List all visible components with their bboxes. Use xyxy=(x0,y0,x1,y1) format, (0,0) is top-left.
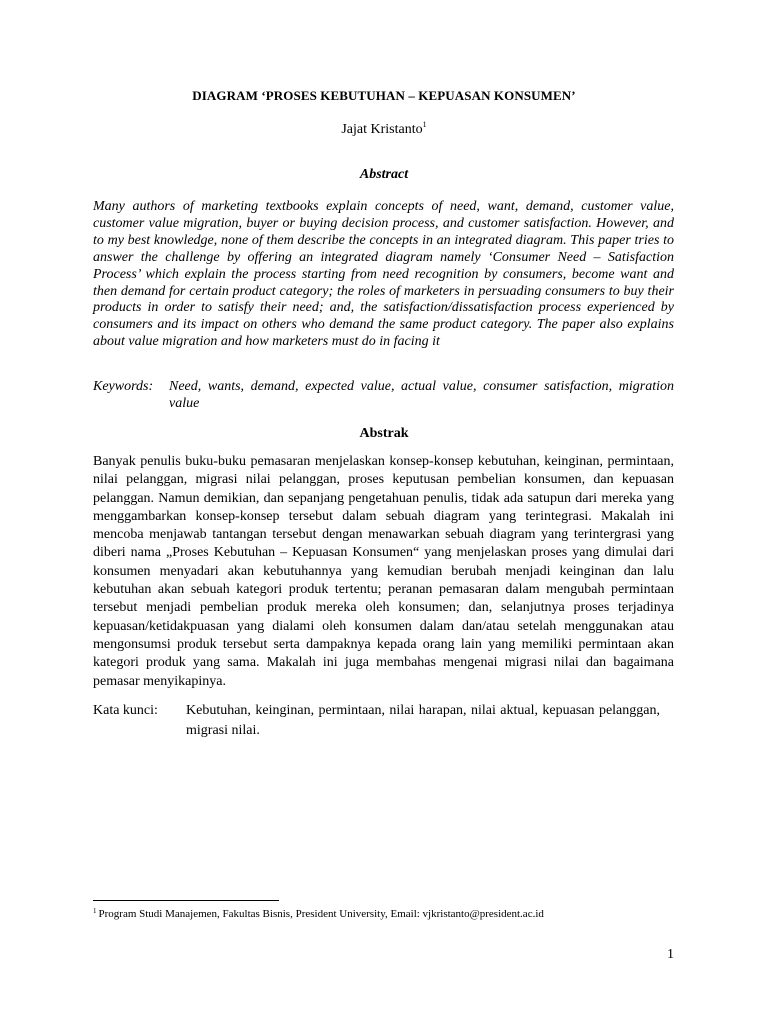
footnote-divider xyxy=(93,900,279,901)
keywords-text: Need, wants, demand, expected value, actual value, consumer satisfaction, migration value xyxy=(169,379,674,411)
abstract-body: Many authors of marketing textbooks explain concepts of need, want, demand, customer value, customer value migration, buyer or buying decision process, and customer satisfaction. However, and to my best knowledge, none of them describe the concepts in an integrated diagram. This paper tries to answer the challenge by offering an integrated diagram namely ‘Consumer Need – Satisfaction Process’ which explain the process starting from need recognition by consumers, become want and then demand for certain product category; the roles of marketers in persuading consumers to buy their products in order to satisfy their need; and, the satisfaction/dissatisfaction process experienced by consumers and its impact on others who demand the same product category. The paper also explains about value migration and how marketers must do in facing it xyxy=(93,199,674,350)
author-footnote-mark[interactable]: 1 xyxy=(422,120,427,129)
footnote-mark: 1 xyxy=(93,907,97,915)
keywords-label: Keywords: xyxy=(93,379,154,394)
author-name: Jajat Kristanto xyxy=(341,122,423,137)
footnote xyxy=(93,904,713,921)
abstrak-heading: Abstrak xyxy=(359,426,409,441)
abstract-heading: Abstract xyxy=(359,167,409,182)
kata-kunci-text: Kebutuhan, keinginan, permintaan, nilai harapan, nilai aktual, kepuasan pelanggan, migrasi nilai. xyxy=(186,703,660,738)
paper-title: DIAGRAM ‘PROSES KEBUTUHAN – KEPUASAN KONSUMEN’ xyxy=(192,88,576,103)
author-line xyxy=(0,120,768,138)
abstrak-body: Banyak penulis buku-buku pemasaran menjelaskan konsep-konsep kebutuhan, keinginan, permintaan, nilai pelanggan, migrasi nilai pelanggan, proses keputusan pembelian konsumen, dan kepuasan pelanggan. Namun demikian, dan sepanjang pengetahuan penulis, tidak ada satupun dari mereka yang menggambarkan konsep-konsep tersebut dalam sebuah diagram yang terintegrasi. Makalah ini mencoba menjawab tantangan tersebut dengan menawarkan sebuah diagram yang terintergrasi yang diberi nama „Proses Kebutuhan – Kepuasan Konsumen“ yang menjelaskan proses yang dimulai dari konsumen menyadari akan kebutuhannya yang kemudian berubah menjadi keinginan dan lalu kebutuhan akan sebuah kategori produk tertentu; peranan pemasaran dalam mengubah permintaan tersebut menjadi pembelian produk mereka oleh konsumen; dan, selanjutnya proses terjadinya kepuasan/ketidakpuasan yang dialami oleh konsumen dalam dan/atau setelah menggunakan atau mengonsumsi produk tersebut serta dampaknya kepada orang lain yang memiliki permintaan akan kategori produk yang sama. Makalah ini juga membahas mengenai migrasi nilai dan bagaimana pemasar menyikapinya. xyxy=(93,454,674,689)
footnote-text: Program Studi Manajemen, Fakultas Bisnis, President University, Email: vjkristanto@president.ac.id xyxy=(98,908,544,920)
page-number: 1 xyxy=(667,947,674,962)
kata-kunci-label: Kata kunci: xyxy=(93,703,158,718)
